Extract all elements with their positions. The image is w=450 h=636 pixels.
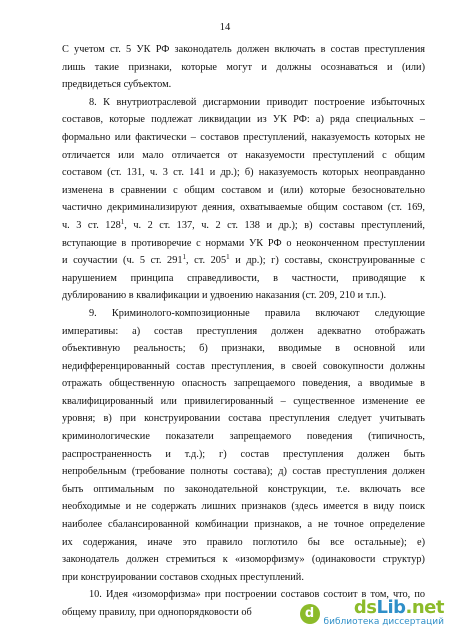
text-line: частично декриминализируют деяния, охватываемые общим составом (ст. 169,: [62, 202, 425, 214]
text-line: лишь такие признаки, которые могут и должны осознаваться и (или): [62, 61, 425, 73]
text-line: вступающие в противоречие с нормами УК РФ о неоконченном преступлении: [62, 237, 425, 249]
document-text: [62, 41, 425, 622]
dslib-brand: dsLib.net: [353, 597, 444, 618]
text-line: распространенность и т.д.); г) состав преступления должен быть: [62, 448, 425, 460]
text-line: криминологические показатели запрещаемого поведения (типичность,: [62, 431, 425, 443]
dslib-tagline: библиотека диссертаций: [323, 617, 444, 627]
text-line: и соучастии (ч. 5 ст. $291^1$, ст. $205^1$ и др.); г) составы, сконструированные с: [62, 253, 425, 267]
text-line: изменена в сравнении с общим составом и (или) которые безосновательно: [62, 184, 425, 196]
text-line: отражать общественную опасность запрещаемого поведения, а вводимые в: [62, 378, 425, 390]
text-line: объективную реальность; б) признаки, вводимые в основной или: [62, 343, 425, 355]
page-number: 14: [219, 22, 231, 33]
text-line: предвидеться субъектом.: [62, 79, 172, 91]
text-line: дублированию в квалификации и удвоению наказания (ст. 209, 210 и т.п.).: [62, 290, 387, 302]
text-line: быть оптимальным по законодательной конструкции, т.е. включать все: [62, 483, 425, 495]
text-line: составов, которые подлежат ликвидации из УК РФ: а) ряда специальных –: [62, 114, 425, 126]
text-line: их содержания, иначе это правило поглотило бы все остальные); е): [62, 536, 425, 548]
text-line: наиболее сбалансированной комбинации признаков, а не точное определение: [62, 519, 425, 531]
text-line: составом (ст. 131, ч. 3 ст. 141 и др.); б) наказуемость которых неоправданно: [62, 167, 425, 179]
text-line: непробельным (требование полноты состава); д) состав преступления должен: [62, 466, 425, 478]
dslib-logo-icon: d: [300, 604, 320, 624]
text-line: формально или фактически – составов преступлений, наказуемость которых не: [62, 131, 425, 143]
text-line: уровня; в) при конструировании состава преступления следует учитывать: [62, 413, 425, 425]
text-line: недифференцированный состав преступления, в своей совокупности должны: [62, 360, 425, 372]
text-line: 8. К внутриотраслевой дисгармонии приводит построение избыточных: [89, 96, 425, 108]
text-line: 10. Идея «изоморфизма» при построении составов состоит в том, что, по: [89, 589, 425, 601]
text-line: С учетом ст. 5 УК РФ законодатель должен включать в состав преступления: [62, 44, 425, 55]
text-line: императивы: а) состав преступления должен адекватно отображать: [62, 325, 425, 337]
text-line: при конструировании составов сходных преступлений.: [62, 571, 304, 583]
text-line: квалифицированный или привилегированный – существенное изменение ее: [62, 395, 425, 407]
text-line: нарушением принципа справедливости, в частности, приводящие к: [62, 272, 425, 284]
dslib-watermark: [300, 599, 444, 628]
text-line: общему правилу, при однопорядковости об: [62, 607, 252, 618]
text-line: необходимые и не содержать лишних признаков (здесь имеется в виду поиск: [62, 501, 425, 513]
text-line: ч. 3 ст. $128^1$, ч. 2 ст. 137, ч. 2 ст. 138 и др.); в) составы преступлений,: [62, 217, 425, 231]
text-line: 9. Криминолого-композиционные правила включают следующие: [89, 307, 425, 319]
text-line: законодатель должен стремиться к «изоморфизму» (одинаковости структур): [62, 554, 425, 566]
text-line: отличается или мало отличается от наказуемости преступлений с общим: [62, 149, 425, 161]
